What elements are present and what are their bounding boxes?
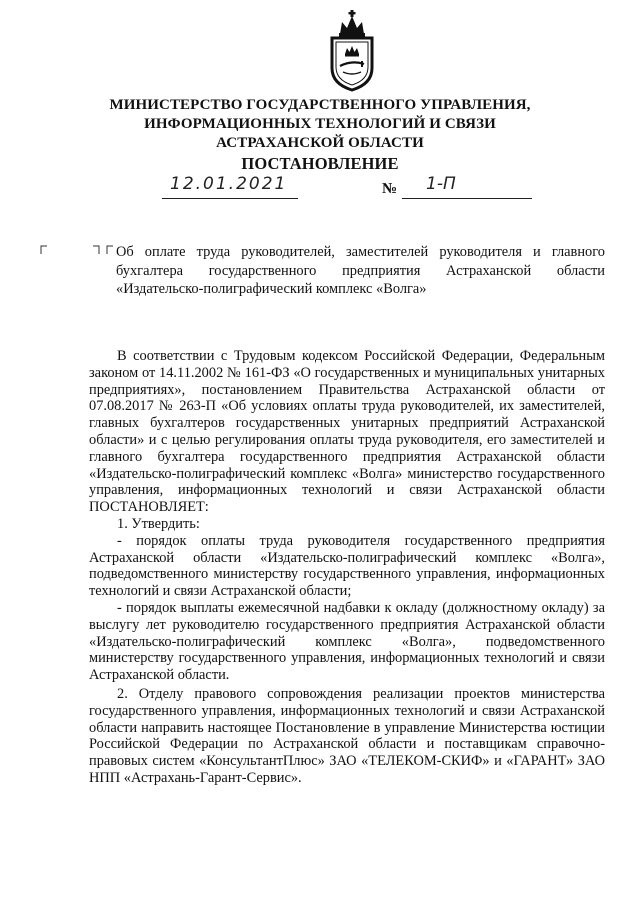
number-field xyxy=(402,176,532,199)
number-value: 1-П xyxy=(426,174,456,194)
ministry-name-line-3: АСТРАХАНСКОЙ ОБЛАСТИ xyxy=(216,135,424,151)
ministry-name-line-1: МИНИСТЕРСТВО ГОСУДАРСТВЕННОГО УПРАВЛЕНИЯ, xyxy=(109,97,531,113)
corner-mark-icon xyxy=(106,245,114,255)
corner-mark-icon xyxy=(92,245,100,255)
document-type-title: ПОСТАНОВЛЕНИЕ xyxy=(241,154,399,173)
date-field xyxy=(162,176,298,199)
item-1-subitem-b: - порядок выплаты ежемесячной надбавки к окладу (должностному окладу) за выслугу лет руководителю государственного предприятия Астраханской области «Издательско-полиграфический комплекс «Волга», подведомственного министерству государственного управления, информационных технологий и связи Астраханской области. xyxy=(89,599,605,684)
document-body xyxy=(89,348,605,787)
document-header xyxy=(0,96,640,174)
ministry-name-line-2: ИНФОРМАЦИОННЫХ ТЕХНОЛОГИЙ И СВЯЗИ xyxy=(144,116,496,132)
number-label: № xyxy=(382,181,398,197)
document-subject: Об оплате труда руководителей, заместителей руководителя и главного бухгалтера государственного предприятия Астраханской области «Издательско-полиграфический комплекс «Волга» xyxy=(116,244,605,297)
date-value: 12.01.2021 xyxy=(170,174,288,194)
coat-of-arms-icon xyxy=(326,10,378,92)
item-2: 2. Отделу правового сопровождения реализации проектов министерства государственного управления, информационных технологий и связи Астраханской области направить настоящее Постановление в управление Министерства юстиции Российской Федерации по Астраханской области и поставщикам справочно-правовых систем «КонсультантПлюс» ЗАО «ТЕЛЕКОМ-СКИФ» и «ГАРАНТ» ЗАО НПП «Астрахань-Гарант-Сервис». xyxy=(89,685,605,786)
corner-mark-icon xyxy=(40,245,48,255)
preamble-paragraph: В соответствии с Трудовым кодексом Российской Федерации, Федеральным законом от 14.11.2002 № 161-ФЗ «О государственных и муниципальных унитарных предприятиях», постановлением Правительства Астраханской области от 07.08.2017 № 263-П «Об условиях оплаты труда руководителей, их заместителей, главных бухгалтеров государственных унитарных предприятий Астраханской области» и с целью регулирования оплаты труда руководителя, его заместителей и главного бухгалтера государственного предприятия Астраханской области «Издательско-полиграфический комплекс «Волга» министерство государственного управления, информационных технологий и связи Астраханской области ПОСТАНОВЛЯЕТ: xyxy=(89,348,605,516)
item-1-subitem-a: - порядок оплаты труда руководителя государственного предприятия Астраханской области «Издательско-полиграфический комплекс «Волга», подведомственного министерству государственного управления, информационных технологий и связи Астраханской области; xyxy=(89,532,605,600)
item-1: 1. Утвердить: xyxy=(117,515,200,532)
